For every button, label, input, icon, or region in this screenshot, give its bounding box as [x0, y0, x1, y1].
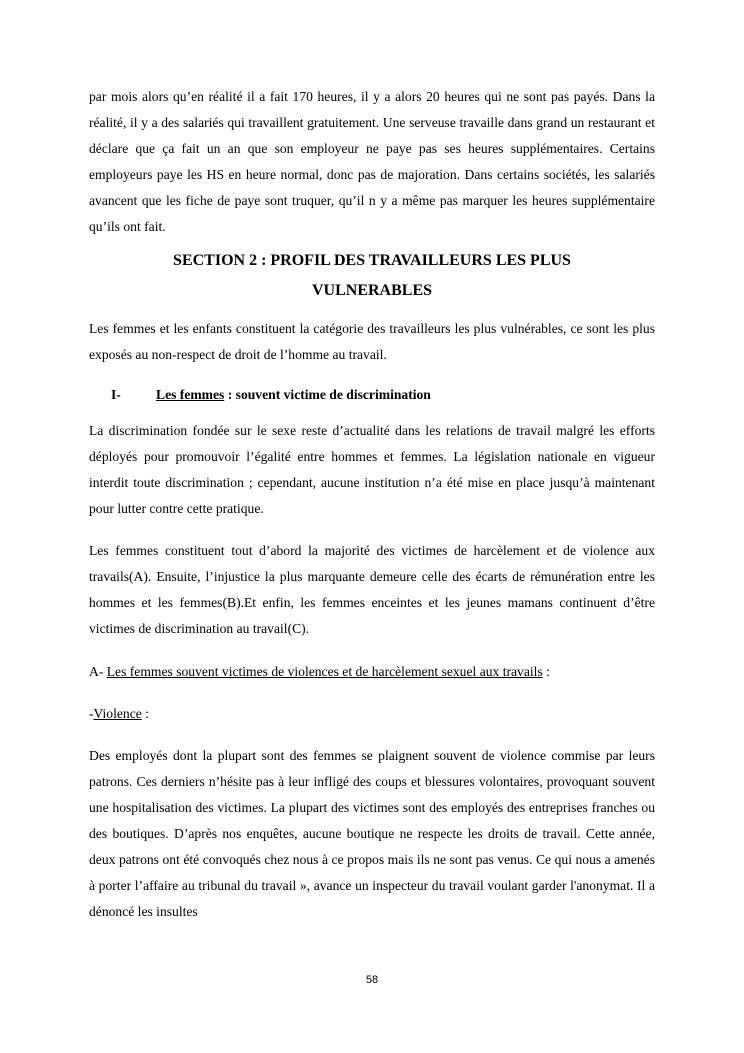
violence-paragraph: Des employés dont la plupart sont des femmes se plaignent souvent de violence commise par leurs patrons. Ces derniers n’hésite pas à leur infligé des coups et blessures volontaires, provoquant souvent une hospitalisation des victimes. La plupart des victimes sont des employés des entreprises franches ou des boutiques. D’après nos enquêtes, aucune boutique ne respecte les droits de travail. Cette année, deux patrons ont été convoqués chez nous à ce propos mais ils ne sont pas venus. Ce qui nous a amenés à porter l’affaire au tribunal du travail », avance un inspecteur du travail voulant garder l'anonymat. Il a dénoncé les insultes [89, 747, 655, 920]
subsection-heading-i [89, 382, 655, 408]
section-title [89, 246, 655, 306]
subsection-a-prefix: A- [89, 663, 107, 679]
page-number: 58 [365, 974, 379, 986]
intro-paragraph: par mois alors qu’en réalité il a fait 170 heures, il y a alors 20 heures qui ne sont pas payés. Dans la réalité, il y a des salariés qui travaillent gratuitement. Une serveuse travaille dans grand un restaurant et déclare que ça fait un an que son employeur ne paye pas ses heures supplémentaires. Certains employeurs paye les HS en heure normal, donc pas de majoration. Dans certains sociétés, les salariés avancent que les fiche de paye sont truquer, qu’il n y a même pas marquer les heures supplémentaire qu’ils ont fait. [89, 89, 655, 235]
document-page [89, 84, 655, 925]
violence-heading [89, 701, 655, 727]
violence-suffix: : [141, 705, 149, 721]
subsection-a-title: Les femmes souvent victimes de violences et de harcèlement sexuel aux travails [106, 663, 543, 679]
violence-label: Violence [93, 705, 142, 721]
section-title-line-1: SECTION 2 : PROFIL DES TRAVAILLEURS LES PLUS [173, 251, 571, 269]
subsection-a-suffix: : [542, 663, 550, 679]
subsection-title-underlined: Les femmes [156, 386, 225, 402]
section-intro-paragraph: Les femmes et les enfants constituent la catégorie des travailleurs les plus vulnérables, ce sont les plus exposés au non-respect de droit de l’homme au travail. [89, 320, 655, 362]
subsection-number: I- [111, 386, 121, 402]
violence-prefix: - [89, 705, 94, 721]
section-title-line-2: VULNERABLES [311, 281, 433, 299]
subsection-a-heading [89, 659, 655, 685]
overview-paragraph: Les femmes constituent tout d’abord la majorité des victimes de harcèlement et de violence aux travails(A). Ensuite, l’injustice la plus marquante demeure celle des écarts de rémunération entre les hommes et les femmes(B).Et enfin, les femmes enceintes et les jeunes mamans continuent d’être victimes de discrimination au travail(C). [89, 543, 655, 637]
subsection-title-rest: : souvent victime de discrimination [224, 386, 431, 402]
subsection-title [156, 382, 431, 408]
discrimination-paragraph: La discrimination fondée sur le sexe reste d’actualité dans les relations de travail malgré les efforts déployés pour promouvoir l’égalité entre hommes et femmes. La législation nationale en vigueur interdit toute discrimination ; cependant, aucune institution n’a été mise en place jusqu’à maintenant pour lutter contre cette pratique. [89, 422, 655, 517]
